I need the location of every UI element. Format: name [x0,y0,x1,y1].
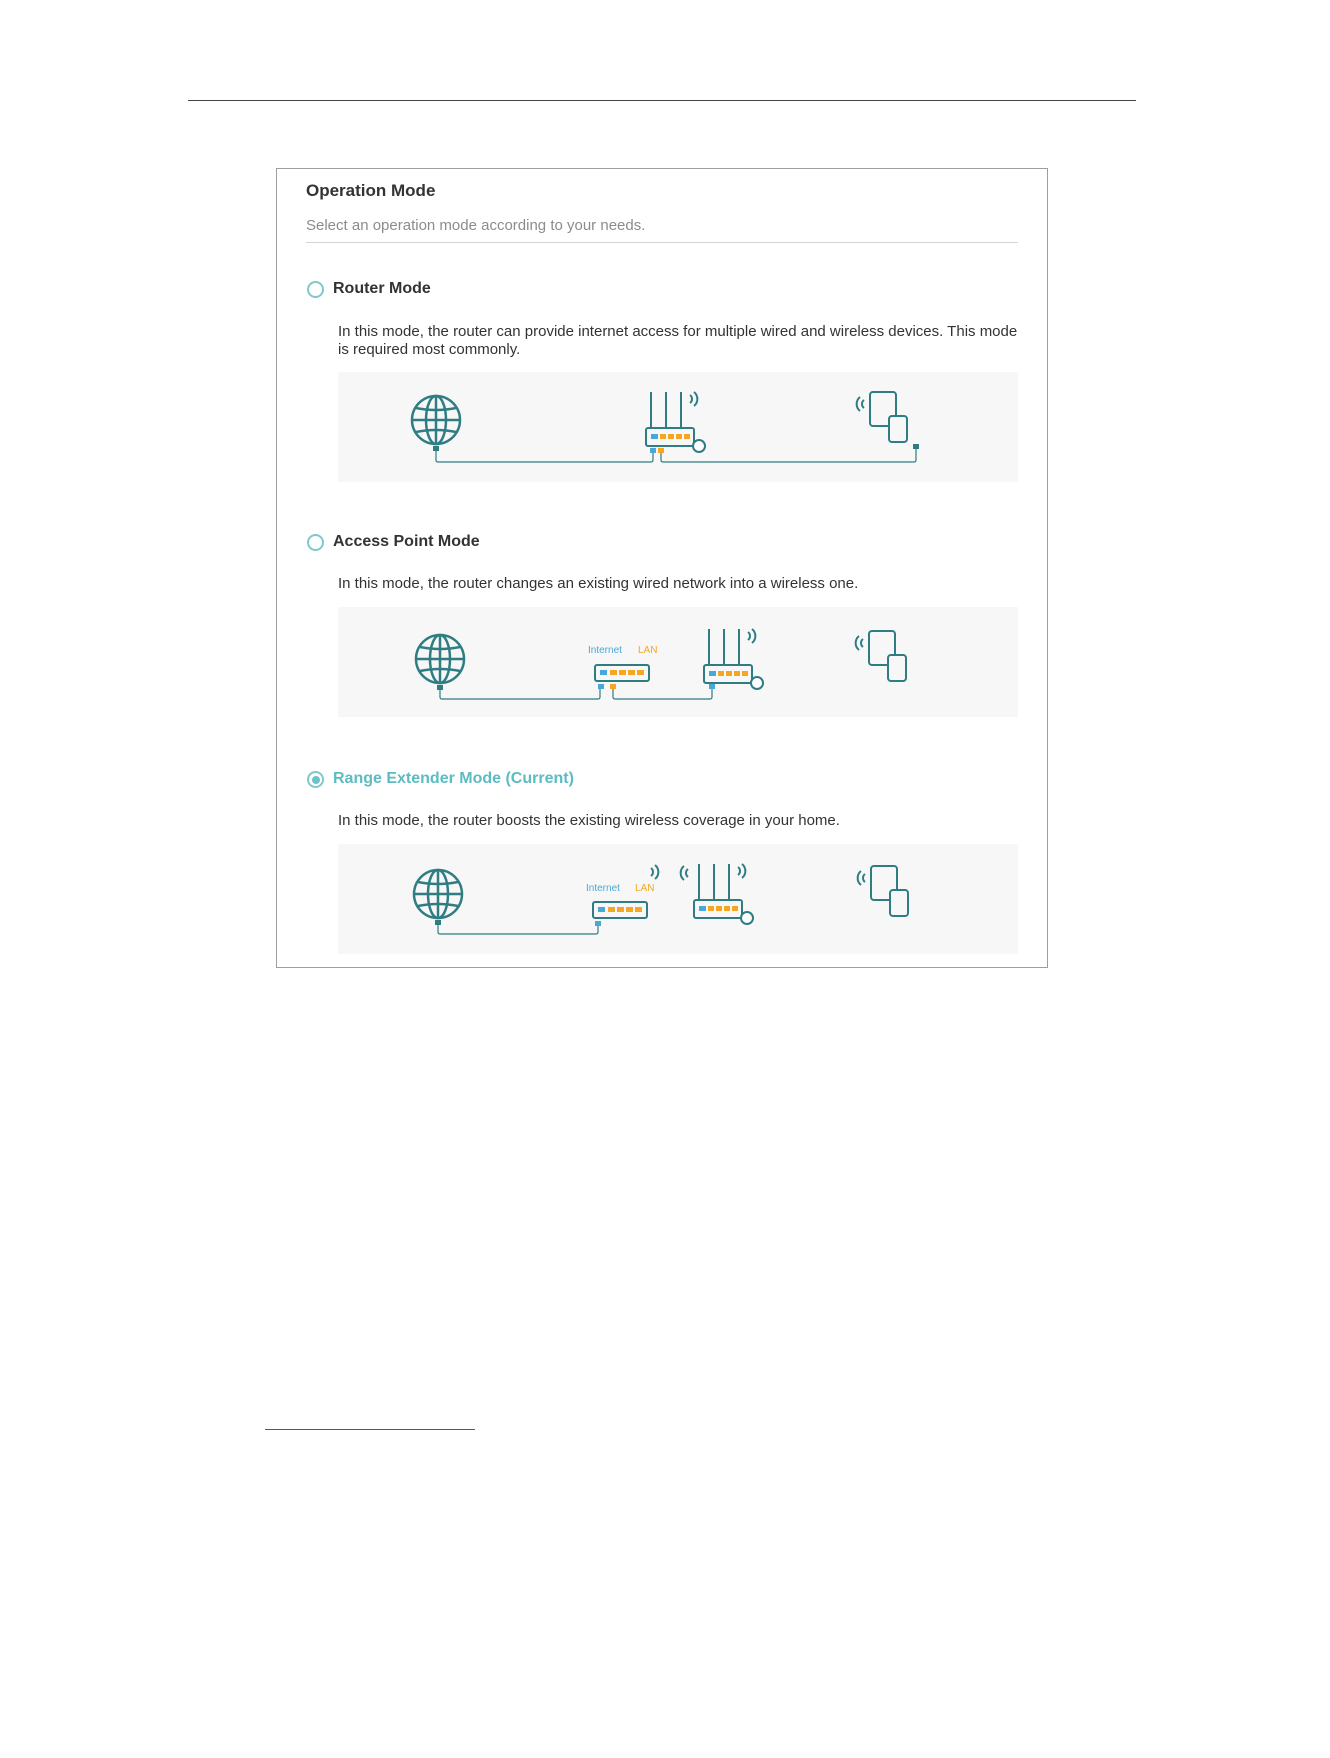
modem-wifi-icon [651,865,658,879]
tablet-phone-icon [858,866,908,916]
range-extender-mode-description: In this mode, the router boosts the existing wireless coverage in your home. [338,812,840,829]
router-mode-diagram-svg [338,372,1018,482]
extender-router-ports [699,906,738,911]
router-mode-label: Router Mode [333,280,431,297]
internet-port-label: Internet [588,645,622,656]
access-point-mode-description: In this mode, the router changes an existing wired network into a wireless one. [338,575,859,592]
router-mode-cables [436,448,916,462]
lan-port-label: LAN [635,883,655,894]
access-point-badge-icon [751,677,763,689]
router-mode-diagram [338,372,1018,482]
modem-ports [600,670,644,675]
operation-mode-panel [276,168,1048,968]
tablet-phone-icon [857,392,907,442]
range-extender-mode-option[interactable] [307,769,1007,791]
range-extender-cables [438,922,598,934]
extender-receive-wifi-icon [681,866,688,880]
internet-port-label: Internet [586,883,620,894]
modem-ports [598,907,642,912]
globe-icon [412,396,460,444]
router-mode-description: In this mode, the router can provide internet access for multiple wired and wireless devices. This mode is required most commonly. [338,323,1018,358]
access-point-mode-option[interactable] [307,532,1007,554]
range-extender-mode-diagram-svg [338,844,1018,954]
router-mode-radio[interactable] [307,281,324,298]
access-point-cables [440,687,712,699]
router-badge-icon [693,440,705,452]
header-rule [188,100,1136,101]
range-extender-mode-label: Range Extender Mode (Current) [333,770,574,787]
tablet-phone-icon [856,631,906,681]
panel-title: Operation Mode [306,181,436,200]
access-point-router-ports [709,671,748,676]
router-ports [651,434,690,439]
access-point-mode-diagram [338,607,1018,717]
panel-divider [306,242,1018,243]
footnote-rule [265,1429,475,1430]
lan-port-label: LAN [638,645,658,656]
range-extender-mode-radio[interactable] [307,771,324,788]
extender-badge-icon [741,912,753,924]
router-mode-option[interactable] [307,279,1007,301]
range-extender-mode-diagram [338,844,1018,954]
access-point-mode-label: Access Point Mode [333,533,480,550]
access-point-mode-radio[interactable] [307,534,324,551]
access-point-mode-diagram-svg [338,607,1018,717]
globe-icon [414,870,462,918]
globe-icon [416,635,464,683]
panel-subtitle: Select an operation mode according to your needs. [306,217,646,234]
